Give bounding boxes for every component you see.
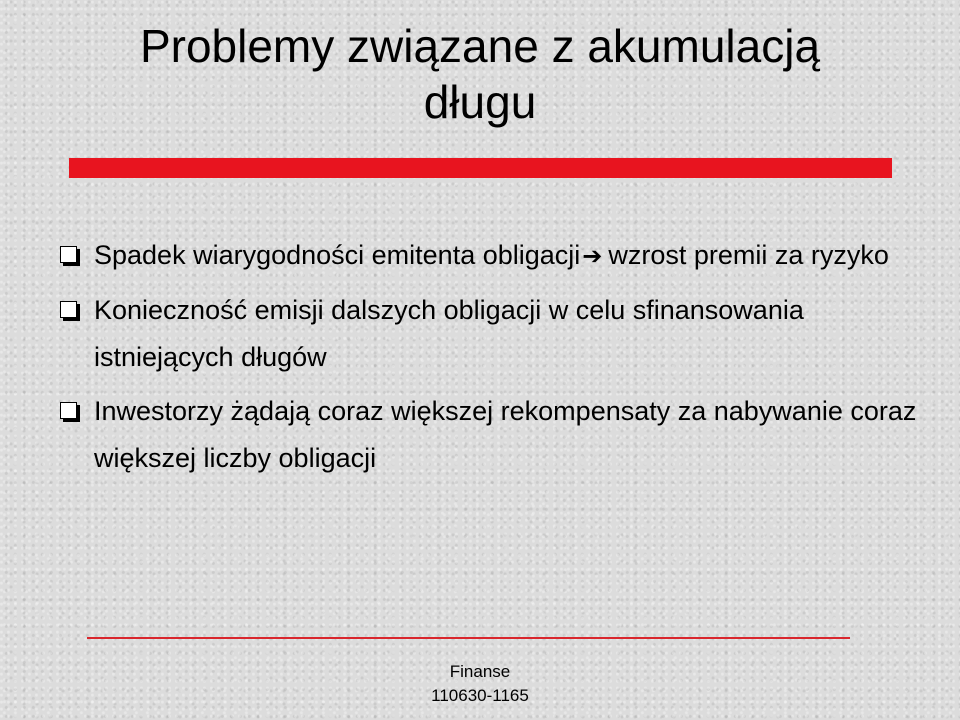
bullet-1-text-before: Spadek wiarygodności emitenta obligacji [94, 240, 581, 270]
right-arrow-icon: ➔ [582, 243, 603, 270]
bullet-item-1 [60, 232, 920, 280]
slide-title-line2: długu [423, 76, 537, 128]
bullet-1-text-after: wzrost premii za ryzyko [608, 240, 889, 270]
footer-divider [87, 637, 850, 639]
footer-line1: Finanse [449, 662, 511, 681]
checkbox-square-icon [60, 301, 77, 318]
footer-line2: 110630-1165 [431, 686, 529, 705]
checkbox-square-icon [60, 246, 77, 263]
checkbox-square-icon [60, 402, 77, 419]
slide-title-line1: Problemy związane z akumulacją [139, 20, 821, 72]
bullet-item-2 [60, 287, 920, 381]
bullet-list [60, 232, 920, 489]
bullet-2-text: Konieczność emisji dalszych obligacji w celu sfinansowania istniejących długów [94, 295, 804, 372]
title-accent-bar [69, 158, 892, 178]
slide-title [40, 18, 920, 130]
bullet-item-3 [60, 388, 920, 482]
bullet-3-text: Inwestorzy żądają coraz większej rekompensaty za nabywanie coraz większej liczby obligacji [94, 396, 917, 473]
slide-footer [380, 660, 580, 708]
